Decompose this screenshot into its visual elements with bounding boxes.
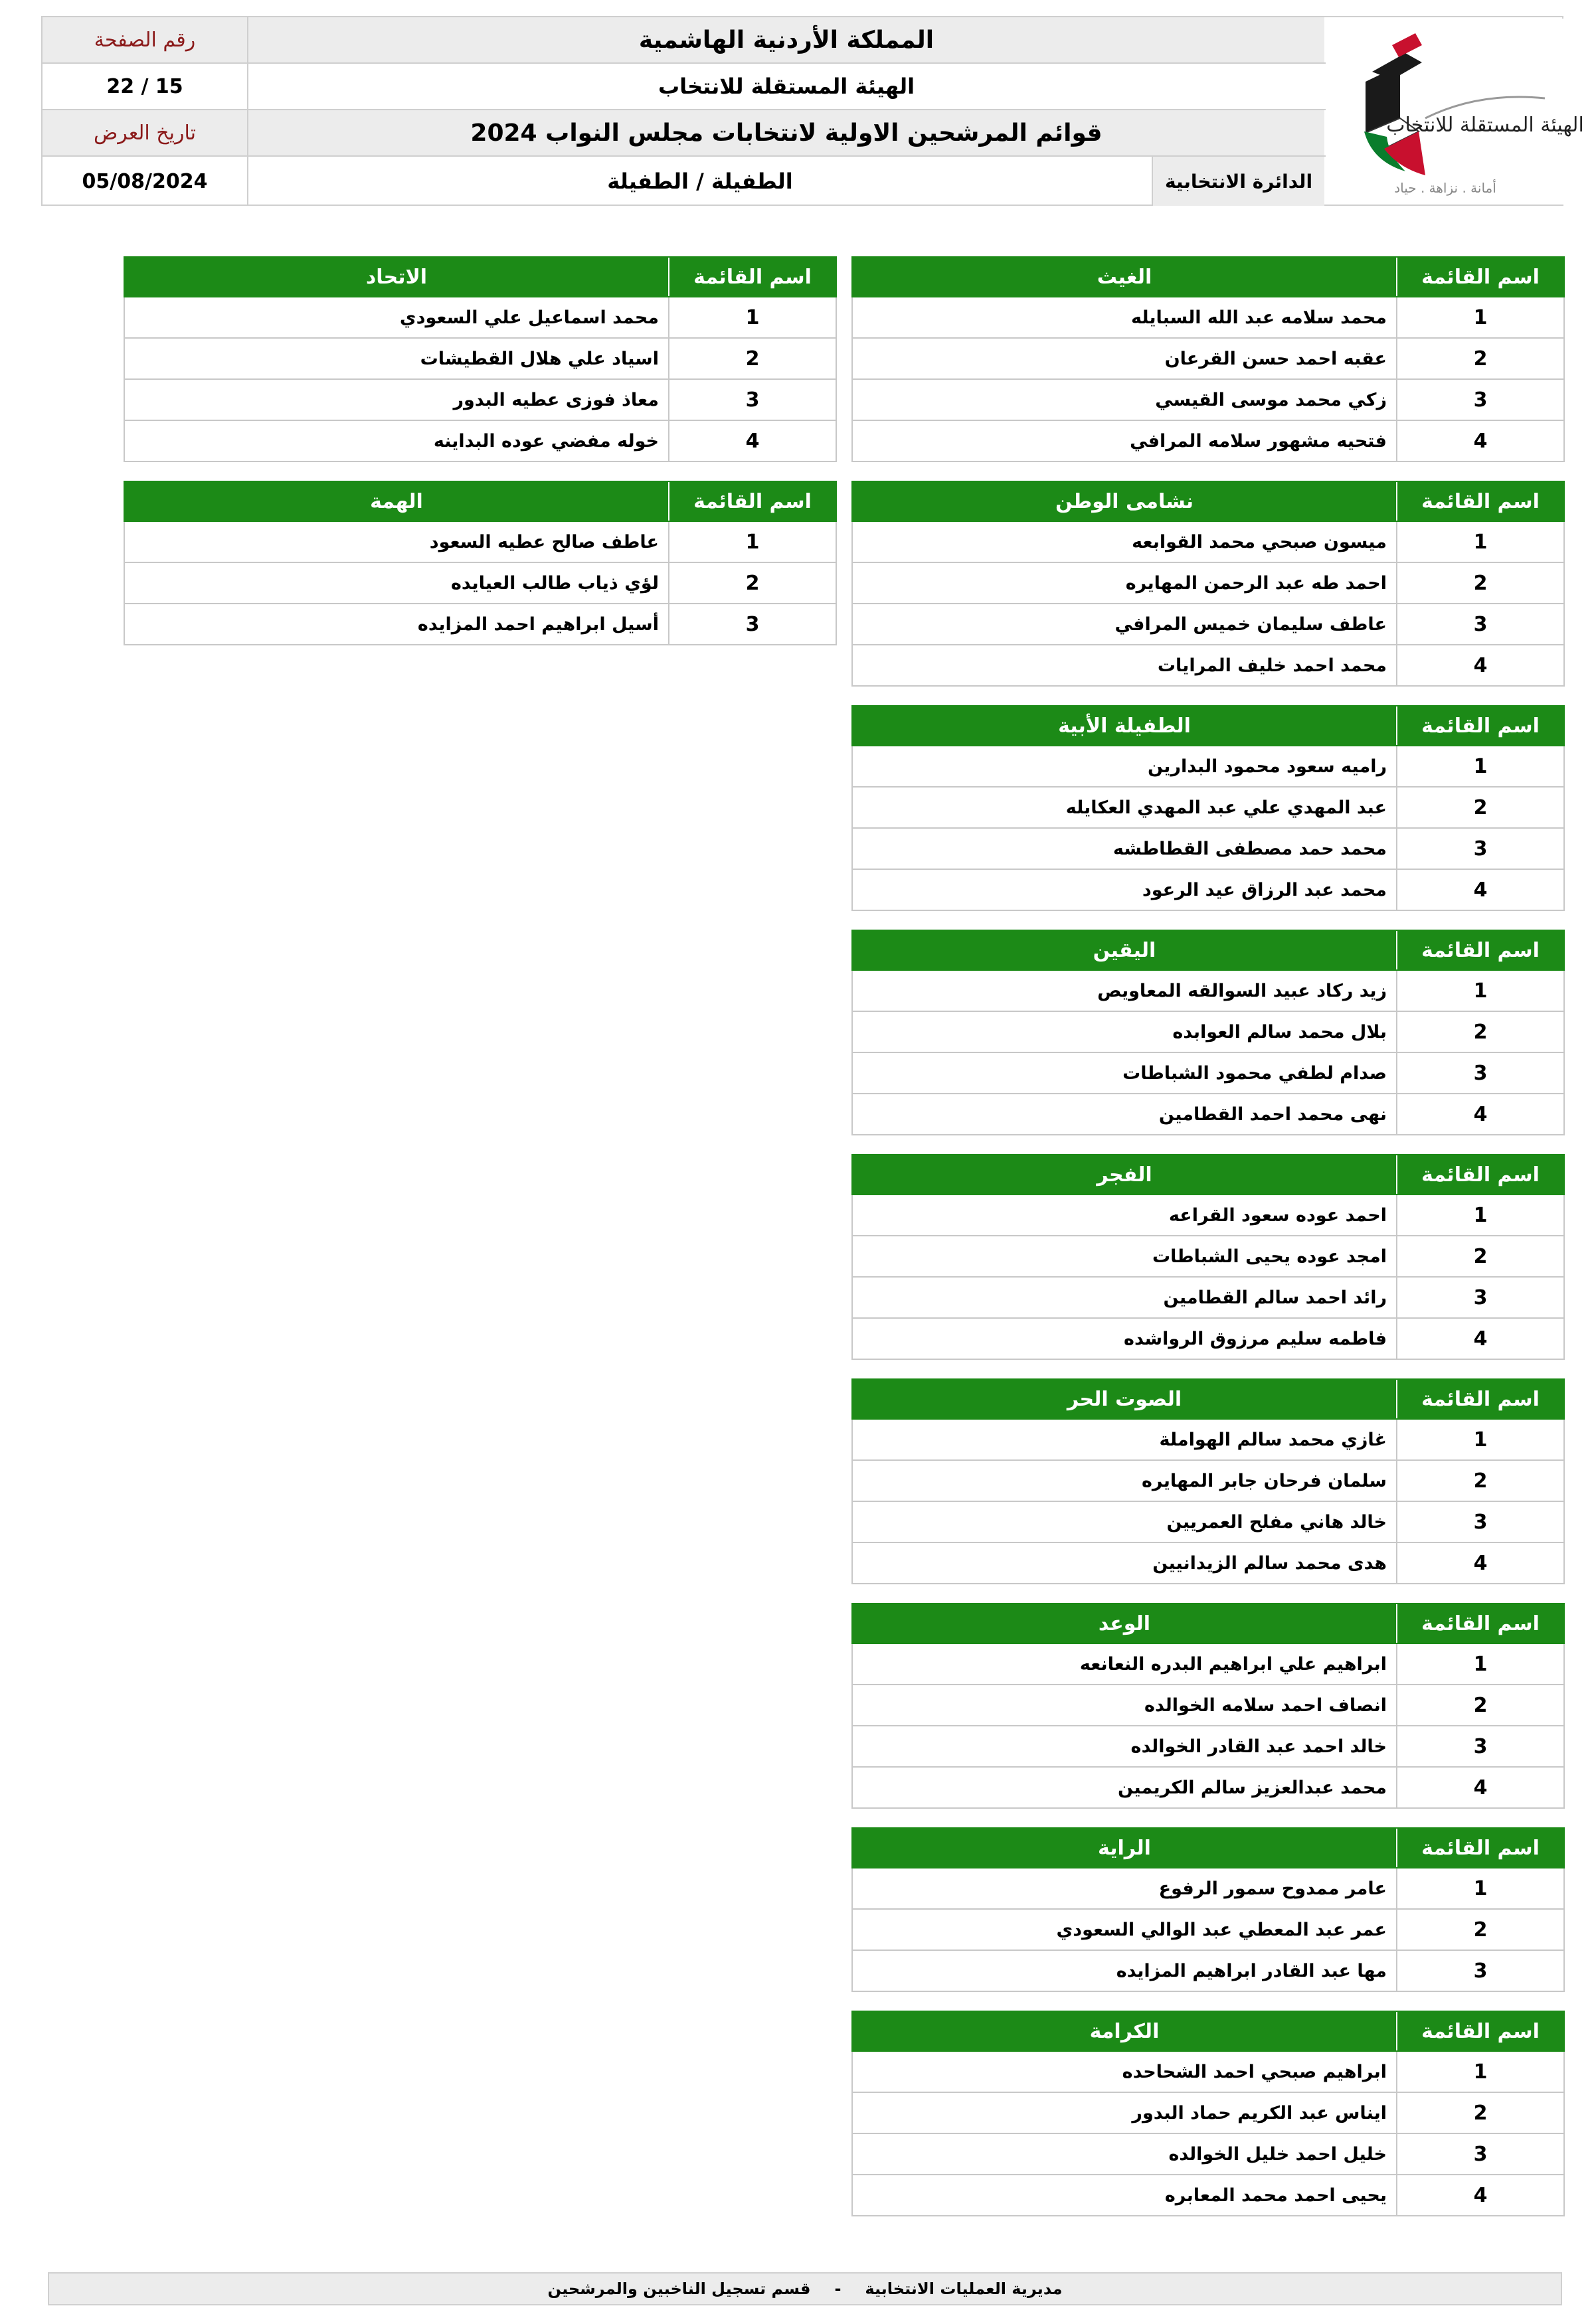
list-title: الوعد	[1098, 1612, 1151, 1635]
candidate-name: عاطف صالح عطيه السعود	[429, 531, 659, 552]
candidate-name: معاذ فوزى عطيه البدور	[453, 389, 659, 410]
list-title: الطفيلة الأبية	[1058, 714, 1191, 738]
district-value: الطفيلة / الطفيلة	[607, 169, 793, 194]
list-title: الفجر	[1097, 1163, 1152, 1187]
candidate-row	[851, 1012, 1565, 1053]
list-name-header: اسم القائمة	[1396, 2012, 1563, 2050]
candidate-row	[851, 2134, 1565, 2175]
candidate-name: زيد ركاد عبيد السوالقه المعاويص	[1097, 980, 1387, 1001]
candidate-name: عمر عبد المعطي عبد الوالي السعودي	[1056, 1919, 1387, 1940]
kingdom-title: المملكة الأردنية الهاشمية	[248, 17, 1324, 62]
candidate-row	[124, 380, 837, 421]
candidate-name: ميسون صبحي محمد القوابعه	[1132, 531, 1387, 552]
ballot-box-logo-icon	[1326, 19, 1584, 205]
logo-slogan: أمانة . نزاهة . حياد	[1394, 180, 1496, 196]
candidate-number: 4	[1396, 870, 1563, 910]
candidate-number: 1	[1396, 746, 1563, 786]
candidate-number: 1	[1396, 1195, 1563, 1235]
candidate-number: 3	[1396, 1951, 1563, 1991]
candidate-list-table	[124, 481, 837, 645]
candidate-number: 2	[1396, 1236, 1563, 1276]
report-title: قوائم المرشحين الاولية لانتخابات مجلس النواب 2024	[248, 110, 1324, 155]
candidate-number: 3	[1396, 1053, 1563, 1093]
candidate-number: 4	[1396, 645, 1563, 685]
candidate-number: 4	[1396, 2175, 1563, 2215]
candidate-number: 1	[668, 522, 836, 562]
candidate-number: 4	[1396, 1319, 1563, 1359]
candidate-row	[851, 788, 1565, 829]
display-date-value: 05/08/2024	[43, 157, 248, 206]
candidate-row	[124, 297, 837, 339]
candidate-row	[851, 1461, 1565, 1502]
list-header-row	[851, 1378, 1565, 1420]
candidate-name: ايناس عبد الكريم حماد البدور	[1132, 2102, 1387, 2123]
candidate-row	[851, 971, 1565, 1012]
list-title: الصوت الحر	[1067, 1387, 1182, 1411]
candidate-row	[124, 522, 837, 563]
candidate-list-table	[851, 930, 1565, 1135]
candidate-number: 4	[1396, 1543, 1563, 1583]
candidate-name: ابراهيم صبحي احمد الشحاحده	[1122, 2061, 1387, 2082]
candidate-row	[851, 1868, 1565, 1910]
candidate-number: 3	[1396, 2134, 1563, 2174]
candidate-name: أسيل ابراهيم احمد المزايده	[417, 614, 659, 635]
candidate-number: 1	[1396, 1420, 1563, 1459]
list-header-row	[124, 256, 837, 297]
list-name-header: اسم القائمة	[1396, 1604, 1563, 1643]
candidate-number: 2	[668, 339, 836, 378]
candidate-number: 3	[1396, 380, 1563, 420]
candidate-name: صدام لطفي محمود الشباطات	[1122, 1062, 1387, 1084]
candidate-list-table	[851, 705, 1565, 911]
candidate-name: فاطمه سليم مرزوق الرواشده	[1124, 1328, 1387, 1349]
candidate-name: فتحيه مشهور سلامه المرافي	[1130, 430, 1387, 452]
candidate-row	[851, 1319, 1565, 1360]
candidate-number: 4	[668, 421, 836, 461]
list-name-header: اسم القائمة	[1396, 482, 1563, 521]
candidate-name: خليل احمد خليل الخوالده	[1168, 2143, 1387, 2165]
candidate-name: اسياد علي هلال القطيشات	[420, 348, 659, 369]
list-name-header: اسم القائمة	[1396, 1380, 1563, 1418]
candidate-name: نهى محمد احمد القطامين	[1158, 1104, 1387, 1125]
candidate-number: 2	[1396, 1910, 1563, 1950]
candidate-name: رائد احمد سالم القطامين	[1163, 1287, 1387, 1308]
candidate-row	[851, 1910, 1565, 1951]
candidate-name: راميه سعود محمود البدارين	[1148, 756, 1387, 777]
display-date-label: تاريخ العرض	[43, 110, 248, 155]
candidate-number: 4	[1396, 421, 1563, 461]
candidate-name: زكي محمد موسى القيسي	[1155, 389, 1387, 410]
candidate-row	[851, 604, 1565, 645]
candidate-number: 1	[1396, 297, 1563, 337]
candidate-row	[851, 1685, 1565, 1726]
candidate-name: خالد احمد عبد القادر الخوالده	[1130, 1736, 1387, 1757]
candidate-name: غازي محمد سالم الهواملة	[1159, 1429, 1387, 1450]
candidate-list-table	[851, 1603, 1565, 1809]
candidate-row	[124, 421, 837, 462]
page-footer	[48, 2272, 1562, 2305]
candidate-number: 3	[1396, 1278, 1563, 1317]
candidate-name: امجد عوده يحيى الشباطات	[1152, 1246, 1387, 1267]
candidate-row	[851, 829, 1565, 870]
candidate-list-table	[851, 256, 1565, 462]
candidate-name: محمد عبد الرزاق عيد الرعود	[1142, 879, 1387, 900]
candidate-name: بلال محمد سالم العوابده	[1172, 1021, 1387, 1042]
candidate-number: 3	[1396, 829, 1563, 869]
candidate-name: خالد هاني مفلح العمريين	[1166, 1511, 1387, 1533]
candidate-row	[851, 1195, 1565, 1236]
footer-section: قسم تسجيل الناخبين والمرشحين	[547, 2280, 811, 2298]
candidate-number: 1	[668, 297, 836, 337]
candidate-row	[851, 522, 1565, 563]
candidate-row	[851, 2052, 1565, 2093]
list-title: اليقين	[1093, 938, 1156, 962]
candidate-number: 1	[1396, 2052, 1563, 2092]
list-name-header: اسم القائمة	[1396, 1829, 1563, 1867]
list-header-row	[851, 1603, 1565, 1644]
candidate-name: عامر ممدوح سمور الرفوع	[1158, 1878, 1387, 1899]
candidate-number: 1	[1396, 1644, 1563, 1684]
candidate-number: 3	[668, 604, 836, 644]
candidate-list-table	[851, 481, 1565, 687]
list-header-row	[851, 256, 1565, 297]
commission-logo	[1326, 19, 1584, 205]
list-name-header: اسم القائمة	[668, 258, 836, 296]
candidate-row	[851, 870, 1565, 911]
list-header-row	[851, 705, 1565, 746]
candidate-row	[851, 421, 1565, 462]
candidate-list-table	[851, 1827, 1565, 1992]
candidate-name: محمد سلامه عبد الله السبايله	[1130, 307, 1387, 328]
list-header-row	[851, 481, 1565, 522]
candidate-number: 4	[1396, 1094, 1563, 1134]
candidate-number: 3	[1396, 1726, 1563, 1766]
list-name-header: اسم القائمة	[1396, 258, 1563, 296]
candidate-row	[851, 1420, 1565, 1461]
candidate-number: 3	[1396, 1502, 1563, 1542]
page-number-value: 22 / 15	[43, 64, 248, 109]
candidate-name: احمد عوده سعود القراعه	[1168, 1204, 1387, 1226]
candidate-list-table	[851, 1378, 1565, 1584]
list-header-row	[851, 2011, 1565, 2052]
candidate-list-table	[851, 1154, 1565, 1360]
candidate-row	[851, 1726, 1565, 1768]
candidate-row	[851, 2093, 1565, 2134]
candidate-name: احمد طه عبد الرحمن المهايره	[1125, 572, 1387, 594]
candidate-row	[851, 1502, 1565, 1543]
footer-separator: -	[834, 2280, 841, 2298]
candidate-name: يحيى احمد محمد المعابره	[1164, 2185, 1387, 2206]
candidate-number: 2	[1396, 563, 1563, 603]
list-title: الاتحاد	[365, 265, 428, 289]
list-header-row	[124, 481, 837, 522]
candidate-name: هدى محمد سالم الزيدانيين	[1152, 1552, 1387, 1574]
candidate-row	[851, 1543, 1565, 1584]
list-name-header: اسم القائمة	[1396, 706, 1563, 745]
footer-directorate: مديرية العمليات الانتخابية	[865, 2280, 1063, 2298]
candidate-list-table	[124, 256, 837, 462]
logo-name: الهيئة المستقلة للانتخاب	[1386, 114, 1584, 137]
list-name-header: اسم القائمة	[1396, 931, 1563, 969]
candidate-number: 2	[668, 563, 836, 603]
candidate-name: مها عبد القادر ابراهيم المزايده	[1116, 1960, 1387, 1981]
list-header-row	[851, 1154, 1565, 1195]
candidate-row	[851, 1644, 1565, 1685]
candidate-number: 2	[1396, 1461, 1563, 1501]
candidate-row	[851, 563, 1565, 604]
candidate-name: عبد المهدي علي عبد المهدي العكايله	[1065, 797, 1387, 818]
candidate-row	[851, 1053, 1565, 1094]
candidate-row	[851, 746, 1565, 788]
candidate-row	[851, 2175, 1565, 2216]
candidate-name: محمد عبدالعزيز سالم الكريمين	[1118, 1777, 1387, 1798]
candidate-number: 2	[1396, 788, 1563, 827]
candidate-number: 2	[1396, 339, 1563, 378]
candidate-row	[851, 645, 1565, 687]
candidate-number: 1	[1396, 1868, 1563, 1908]
candidate-row	[124, 604, 837, 645]
candidate-number: 3	[1396, 604, 1563, 644]
candidate-list-table	[851, 2011, 1565, 2216]
list-header-row	[851, 1827, 1565, 1868]
commission-title: الهيئة المستقلة للانتخاب	[658, 74, 915, 99]
page-number-label: رقم الصفحة	[43, 17, 248, 62]
candidate-row	[851, 339, 1565, 380]
list-title: الهمة	[370, 489, 423, 513]
candidate-row	[851, 1236, 1565, 1278]
candidate-name: محمد اسماعيل علي السعودي	[399, 307, 659, 328]
candidate-name: ابراهيم علي ابراهيم البدره النعانعه	[1079, 1653, 1387, 1675]
candidate-row	[851, 1278, 1565, 1319]
candidate-row	[851, 380, 1565, 421]
candidate-name: محمد احمد خليف المرايات	[1157, 655, 1387, 676]
list-title: الغيث	[1097, 265, 1152, 289]
candidate-name: عقبه احمد حسن القرعان	[1164, 348, 1387, 369]
district-label: الدائرة الانتخابية	[1152, 157, 1324, 206]
candidate-number: 2	[1396, 1685, 1563, 1725]
candidate-name: خوله مفضي عوده البداينه	[433, 430, 659, 452]
candidate-name: عاطف سليمان خميس المرافي	[1114, 614, 1387, 635]
list-name-header: اسم القائمة	[668, 482, 836, 521]
list-title: الراية	[1098, 1836, 1151, 1860]
candidate-number: 1	[1396, 522, 1563, 562]
candidate-number: 1	[1396, 971, 1563, 1011]
candidate-name: سلمان فرحان جابر المهايره	[1141, 1470, 1387, 1491]
candidate-row	[851, 297, 1565, 339]
candidate-number: 2	[1396, 2093, 1563, 2133]
candidate-number: 2	[1396, 1012, 1563, 1052]
candidate-number: 4	[1396, 1768, 1563, 1807]
list-title: الكرامة	[1089, 2019, 1160, 2043]
candidate-number: 3	[668, 380, 836, 420]
candidate-row	[851, 1094, 1565, 1135]
list-title: نشامى الوطن	[1055, 489, 1194, 513]
candidate-name: لؤي ذياب طالب العيايده	[450, 572, 659, 594]
candidate-row	[851, 1768, 1565, 1809]
list-header-row	[851, 930, 1565, 971]
candidate-name: محمد حمد مصطفى القطاطشه	[1112, 838, 1387, 859]
candidate-name: انصاف احمد سلامه الخوالده	[1144, 1695, 1387, 1716]
report-header	[41, 16, 1584, 206]
candidate-row	[851, 1951, 1565, 1992]
candidate-row	[124, 563, 837, 604]
list-name-header: اسم القائمة	[1396, 1155, 1563, 1194]
candidate-row	[124, 339, 837, 380]
